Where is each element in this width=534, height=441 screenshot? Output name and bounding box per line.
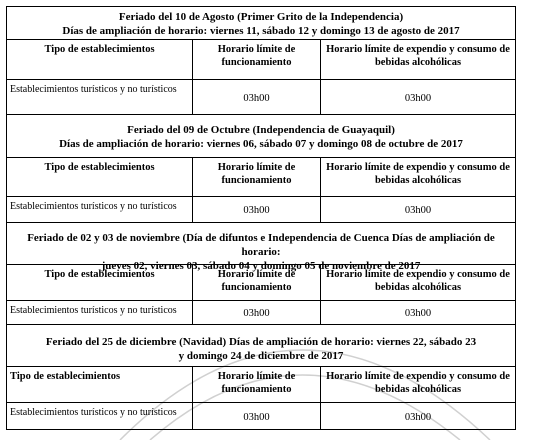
table-row <box>7 197 515 222</box>
column-header-establishment-type: Tipo de establecimientos <box>7 158 193 196</box>
holiday-title: Feriado de 02 y 03 de noviembre (Día de difuntos e Independencia de Cuenca Días de ampliación de horario: <box>27 232 495 258</box>
column-header-row <box>7 158 515 197</box>
column-header-row <box>7 367 515 403</box>
holiday-table-august <box>6 6 516 114</box>
column-header-alcohol-limit: Horario límite de expendio y consumo de bebidas alcohólicas <box>326 269 510 293</box>
column-header-establishment-type: Tipo de establecimientos <box>7 265 193 300</box>
column-header-establishment-type: Tipo de establecimientos <box>7 367 193 402</box>
operating-limit-cell: 03h00 <box>193 403 321 429</box>
operating-limit-cell: 03h00 <box>193 80 321 114</box>
column-header-alcohol-limit: Horario límite de expendio y consumo de bebidas alcohólicas <box>326 162 510 186</box>
column-header-alcohol-limit: Horario límite de expendio y consumo de bebidas alcohólicas <box>326 371 510 395</box>
holiday-title: Feriado del 25 de diciembre (Navidad) Días de ampliación de horario: viernes 22, sábado 23 <box>45 336 477 348</box>
alcohol-limit-cell: 03h00 <box>404 412 432 423</box>
establishment-type-cell: Establecimientos turísticos y no turísticos <box>7 80 193 114</box>
holiday-table-december <box>6 324 516 430</box>
establishment-type-cell: Establecimientos turísticos y no turísticos <box>7 197 193 222</box>
holiday-extension-dates: y domingo 24 de diciembre de 2017 <box>178 350 344 362</box>
establishment-type-cell: Establecimientos turísticos y no turísticos <box>7 403 193 429</box>
column-header-row <box>7 40 515 80</box>
column-header-row <box>7 265 515 301</box>
holiday-header <box>7 325 515 367</box>
operating-limit-cell: 03h00 <box>193 301 321 324</box>
holiday-header <box>7 223 515 272</box>
alcohol-limit-cell: 03h00 <box>404 308 432 319</box>
holiday-title: Feriado del 09 de Octubre (Independencia de Guayaquil) <box>127 124 395 136</box>
alcohol-limit-cell: 03h00 <box>404 205 432 216</box>
table-row <box>7 403 515 429</box>
holiday-title: Feriado del 10 de Agosto (Primer Grito de la Independencia) <box>118 11 404 23</box>
establishment-type-cell: Establecimientos turísticos y no turísticos <box>7 301 193 324</box>
table-row <box>7 301 515 324</box>
column-header-operating-limit: Horario límite de funcionamiento <box>193 265 321 300</box>
holiday-table-november <box>6 222 516 324</box>
holiday-header <box>7 7 515 40</box>
holiday-header <box>7 115 515 158</box>
column-header-operating-limit: Horario límite de funcionamiento <box>193 158 321 196</box>
operating-limit-cell: 03h00 <box>193 197 321 222</box>
table-row <box>7 80 515 114</box>
document-tables <box>6 6 516 430</box>
holiday-extension-dates: Días de ampliación de horario: viernes 11, sábado 12 y domingo 13 de agosto de 2017 <box>62 25 460 37</box>
holiday-extension-dates: Días de ampliación de horario: viernes 06, sábado 07 y domingo 08 de octubre de 2017 <box>59 138 463 150</box>
alcohol-limit-cell: 03h00 <box>404 93 432 104</box>
holiday-extension-dates: jueves 02, viernes 03, sábado 04 y domingo 05 de noviembre de 2017 <box>101 260 421 272</box>
column-header-establishment-type: Tipo de establecimientos <box>7 40 193 79</box>
holiday-table-october <box>6 114 516 222</box>
column-header-operating-limit: Horario límite de funcionamiento <box>193 367 321 402</box>
column-header-operating-limit: Horario límite de funcionamiento <box>193 40 321 79</box>
column-header-alcohol-limit: Horario límite de expendio y consumo de bebidas alcohólicas <box>326 44 510 68</box>
